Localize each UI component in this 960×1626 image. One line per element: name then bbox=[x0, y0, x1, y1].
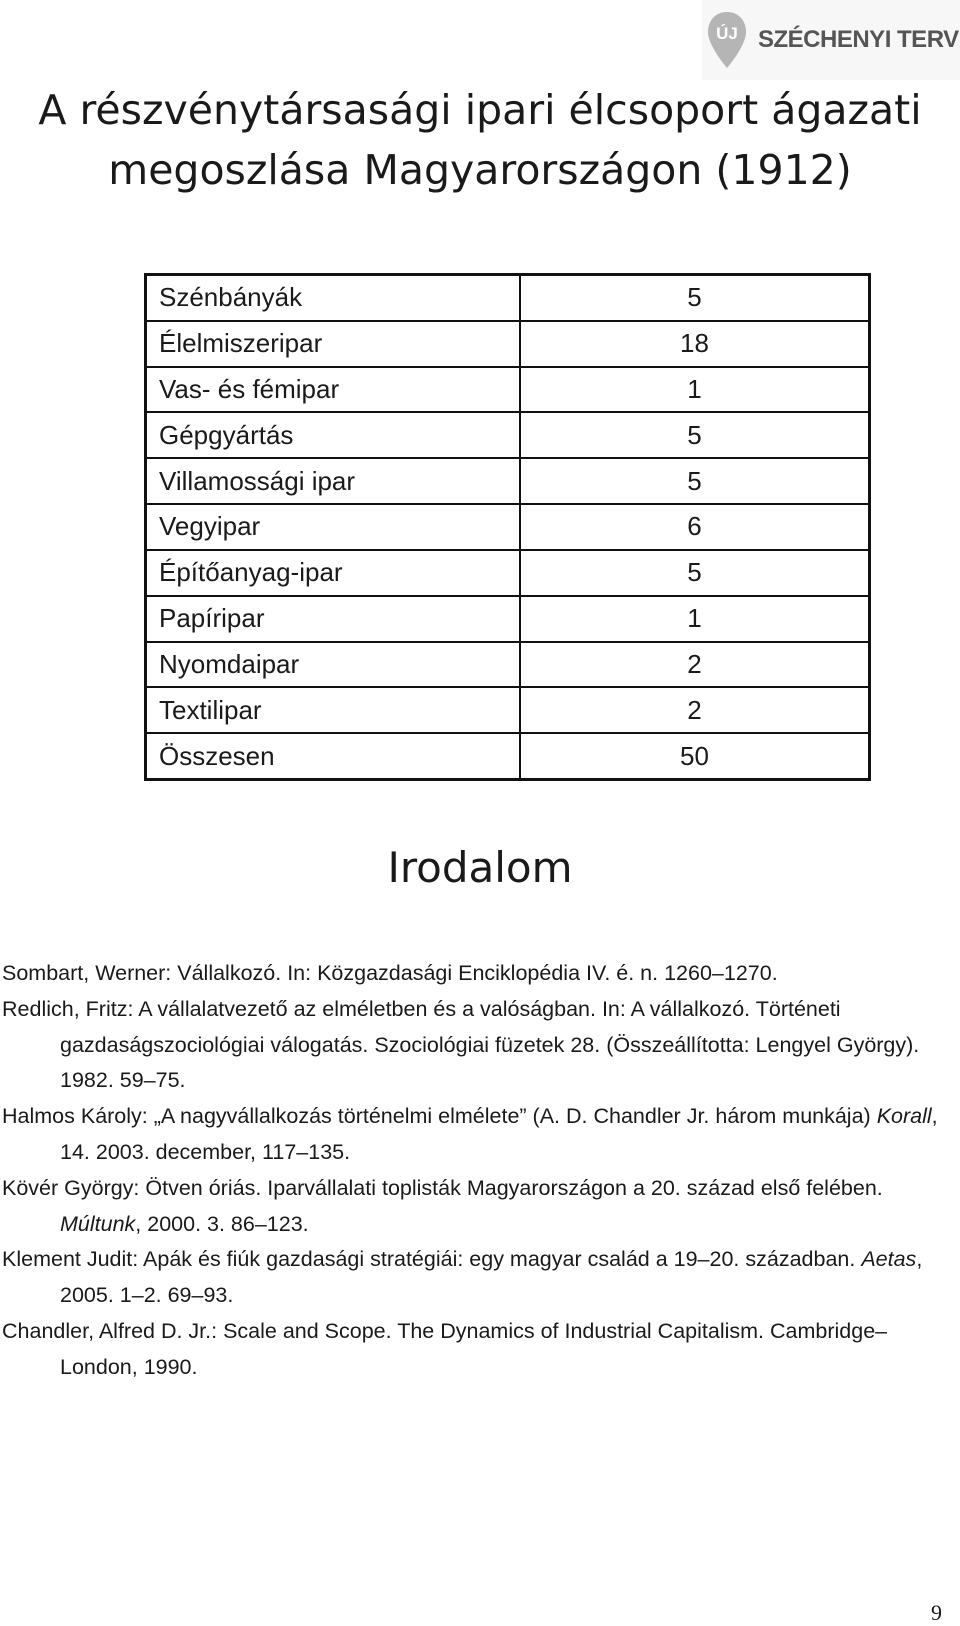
reference-text-tail: , 2000. 3. 86–123. bbox=[135, 1211, 309, 1236]
company-count-cell: 5 bbox=[520, 412, 870, 458]
industry-name-cell: Élelmiszeripar bbox=[146, 321, 521, 367]
reference-text: Chandler, Alfred D. Jr.: Scale and Scope. The Dynamics of Industrial Capitalism. Cambridge–London, 1990. bbox=[2, 1318, 888, 1379]
reference-text-tail: , 14. 2003. december, 117–135. bbox=[60, 1104, 938, 1164]
company-count-cell: 2 bbox=[520, 642, 870, 688]
reference-item bbox=[2, 992, 952, 1099]
references-heading: Irodalom bbox=[387, 843, 573, 892]
industry-name-cell: Papíripar bbox=[146, 596, 521, 642]
logo-badge-text: ÚJ bbox=[716, 24, 738, 43]
reference-text: Klement Judit: Apák és fiúk gazdasági stratégiái: egy magyar család a 19–20. században. bbox=[2, 1247, 862, 1272]
reference-item bbox=[2, 1099, 952, 1171]
reference-journal: Aetas bbox=[861, 1247, 917, 1272]
table-row bbox=[146, 275, 870, 321]
map-pin-icon bbox=[706, 10, 748, 70]
table-row bbox=[146, 642, 870, 688]
logo-brand-text: SZÉCHENYI TERV bbox=[758, 26, 959, 53]
reference-journal: Múltunk bbox=[60, 1211, 136, 1236]
szechenyi-terv-logo bbox=[702, 0, 960, 80]
reference-item bbox=[2, 1242, 952, 1314]
industry-name-cell: Összesen bbox=[146, 733, 521, 779]
industry-distribution-table bbox=[144, 273, 871, 781]
company-count-cell: 5 bbox=[520, 550, 870, 596]
page-title-line-2: megoszlása Magyarországon (1912) bbox=[108, 146, 852, 194]
reference-text-tail: , 2005. 1–2. 69–93. bbox=[60, 1247, 923, 1308]
reference-list bbox=[2, 956, 952, 1386]
industry-name-cell: Szénbányák bbox=[146, 275, 521, 321]
reference-journal: Korall bbox=[876, 1104, 932, 1129]
industry-name-cell: Nyomdaipar bbox=[146, 642, 521, 688]
table-row bbox=[146, 550, 870, 596]
reference-text: Halmos Károly: „A nagyvállalkozás történelmi elmélete” (A. D. Chandler Jr. három munkája) bbox=[2, 1104, 877, 1129]
industry-name-cell: Építőanyag-ipar bbox=[146, 550, 521, 596]
company-count-cell: 5 bbox=[520, 458, 870, 504]
page-number: 9 bbox=[931, 1600, 942, 1625]
industry-name-cell: Textilipar bbox=[146, 687, 521, 733]
company-count-cell: 50 bbox=[520, 733, 870, 779]
industry-name-cell: Gépgyártás bbox=[146, 412, 521, 458]
company-count-cell: 1 bbox=[520, 596, 870, 642]
reference-item bbox=[2, 1314, 952, 1386]
reference-text: Sombart, Werner: Vállalkozó. In: Közgazdasági Enciklopédia IV. é. n. 1260–1270. bbox=[2, 961, 778, 985]
table-row bbox=[146, 321, 870, 367]
company-count-cell: 1 bbox=[520, 367, 870, 413]
industry-name-cell: Villamossági ipar bbox=[146, 458, 521, 504]
reference-text: Redlich, Fritz: A vállalatvezető az elméletben és a valóságban. In: A vállalkozó. Történeti gazdaságszociológiai válogatás. Szociológiai füzetek 28. (Összeállította: Lengyel György). 1982. 59–75. bbox=[2, 996, 920, 1093]
table-row bbox=[146, 733, 870, 779]
company-count-cell: 2 bbox=[520, 687, 870, 733]
table-row bbox=[146, 504, 870, 550]
company-count-cell: 18 bbox=[520, 321, 870, 367]
company-count-cell: 6 bbox=[520, 504, 870, 550]
reference-text: Kövér György: Ötven óriás. Iparvállalati toplisták Magyarországon a 20. század első felében. bbox=[2, 1175, 883, 1200]
reference-item bbox=[2, 956, 952, 992]
table-row bbox=[146, 412, 870, 458]
industry-name-cell: Vas- és fémipar bbox=[146, 367, 521, 413]
table-row bbox=[146, 367, 870, 413]
table-body bbox=[146, 275, 870, 780]
page-title-line-1: A részvénytársasági ipari élcsoport ágazati bbox=[38, 86, 922, 134]
table-row bbox=[146, 596, 870, 642]
reference-item bbox=[2, 1171, 952, 1243]
table-row bbox=[146, 687, 870, 733]
table-row bbox=[146, 458, 870, 504]
industry-name-cell: Vegyipar bbox=[146, 504, 521, 550]
page-title bbox=[0, 80, 960, 200]
company-count-cell: 5 bbox=[520, 275, 870, 321]
